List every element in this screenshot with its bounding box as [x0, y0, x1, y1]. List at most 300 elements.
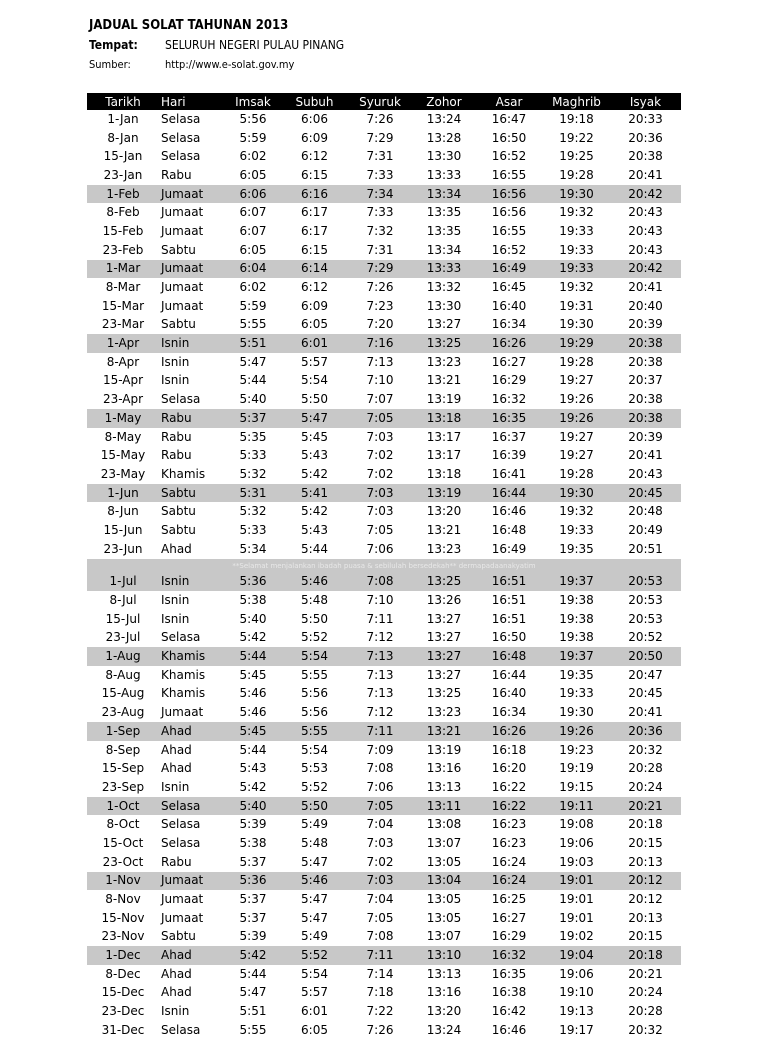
cell-isyak: 20:32: [628, 1022, 663, 1037]
cell-zohor: 13:24: [426, 111, 462, 126]
cell-day: Jumaat: [161, 205, 204, 220]
cell-asar: 16:55: [491, 167, 527, 182]
cell-subuh: 5:45: [301, 429, 328, 444]
cell-day: Khamis: [161, 686, 206, 701]
cell-maghrib: 19:30: [543, 185, 610, 204]
cell-date: 1-Nov: [87, 872, 159, 891]
cell-date: 8-Jul: [109, 593, 137, 608]
cell-syuruk: 7:03: [347, 872, 413, 891]
cell-syuruk: 7:05: [347, 797, 413, 816]
cell-imsak: 5:40: [239, 611, 267, 626]
cell-maghrib: 19:38: [559, 630, 594, 645]
cell-asar: 16:34: [491, 317, 527, 332]
cell-zohor: 13:05: [426, 910, 462, 925]
cell-subuh: 5:54: [301, 966, 328, 981]
cell-day: Khamis: [161, 667, 206, 682]
cell-maghrib: 19:32: [559, 205, 594, 220]
table-row: [87, 815, 681, 834]
cell-imsak: 5:37: [224, 409, 282, 428]
cell-isyak: 20:41: [628, 448, 663, 463]
cell-subuh: 5:52: [282, 946, 347, 965]
cell-isyak: 20:41: [628, 280, 663, 295]
cell-subuh: 5:49: [301, 929, 328, 944]
cell-day: Jumaat: [161, 892, 204, 907]
cell-asar: 16:35: [475, 409, 543, 428]
cell-subuh: 5:52: [301, 779, 328, 794]
notice-row: [87, 559, 681, 573]
cell-day: Rabu: [161, 448, 192, 463]
cell-isyak: 20:39: [628, 317, 663, 332]
cell-isyak: 20:15: [628, 835, 663, 850]
cell-syuruk: 7:22: [366, 1004, 394, 1019]
cell-subuh: 5:53: [301, 761, 328, 776]
cell-date: 8-Oct: [106, 817, 140, 832]
cell-day: Sabtu: [161, 504, 196, 519]
cell-subuh: 5:57: [301, 985, 328, 1000]
cell-imsak: 5:39: [239, 817, 267, 832]
cell-day: Ahad: [161, 966, 192, 981]
notice-text: **Selamat menjalankan ibadah puasa & sebilulah bersedekah** dermapadaanakyatim: [87, 559, 681, 573]
col-header-imsak: Imsak: [224, 93, 282, 110]
cell-syuruk: 7:08: [366, 761, 394, 776]
cell-asar: 16:39: [491, 448, 527, 463]
cell-imsak: 5:32: [239, 504, 267, 519]
cell-asar: 16:44: [491, 667, 527, 682]
cell-day: Sabtu: [161, 929, 196, 944]
cell-subuh: 5:54: [301, 742, 328, 757]
table-row: [87, 610, 681, 629]
cell-day: Selasa: [161, 130, 201, 145]
cell-subuh: 5:48: [301, 835, 328, 850]
cell-day: Jumaat: [159, 260, 224, 279]
cell-zohor: 13:08: [426, 817, 462, 832]
cell-isyak: 20:21: [610, 797, 681, 816]
cell-day: Rabu: [161, 429, 192, 444]
cell-imsak: 5:40: [224, 797, 282, 816]
cell-imsak: 5:46: [239, 705, 267, 720]
cell-subuh: 5:41: [282, 484, 347, 503]
cell-subuh: 5:47: [301, 910, 328, 925]
cell-day: Isnin: [161, 354, 190, 369]
col-header-isyak: Isyak: [610, 93, 681, 110]
cell-asar: 16:22: [475, 797, 543, 816]
cell-isyak: 20:38: [610, 334, 681, 353]
cell-subuh: 5:49: [301, 817, 328, 832]
table-row: [87, 409, 681, 428]
cell-isyak: 20:51: [628, 541, 663, 556]
table-body: [87, 110, 681, 1040]
cell-subuh: 6:05: [301, 317, 328, 332]
cell-zohor: 13:16: [426, 761, 462, 776]
cell-subuh: 6:01: [301, 1004, 328, 1019]
cell-date: 1-Jul: [87, 573, 159, 592]
table-row: [87, 946, 681, 965]
cell-zohor: 13:07: [426, 835, 462, 850]
cell-zohor: 13:05: [426, 892, 462, 907]
cell-date: 15-Sep: [101, 761, 145, 776]
cell-zohor: 13:27: [426, 611, 462, 626]
cell-asar: 16:26: [475, 334, 543, 353]
cell-subuh: 5:46: [282, 573, 347, 592]
cell-day: Isnin: [161, 373, 190, 388]
cell-subuh: 5:48: [301, 593, 328, 608]
prayer-times-table: [87, 93, 681, 1040]
cell-date: 31-Dec: [101, 1022, 145, 1037]
cell-date: 23-Apr: [102, 392, 144, 407]
cell-asar: 16:42: [491, 1004, 527, 1019]
cell-maghrib: 19:26: [543, 722, 610, 741]
cell-imsak: 5:47: [239, 985, 267, 1000]
cell-date: 15-Mar: [101, 298, 145, 313]
cell-imsak: 5:34: [239, 541, 267, 556]
cell-isyak: 20:12: [610, 872, 681, 891]
cell-asar: 16:40: [491, 686, 527, 701]
cell-isyak: 20:53: [628, 593, 663, 608]
cell-imsak: 5:35: [239, 429, 267, 444]
table-row: [87, 428, 681, 447]
cell-zohor: 13:18: [413, 409, 475, 428]
cell-day: Isnin: [159, 573, 224, 592]
cell-asar: 16:48: [475, 647, 543, 666]
cell-isyak: 20:12: [628, 892, 663, 907]
cell-subuh: 5:56: [301, 705, 328, 720]
cell-day: Jumaat: [159, 872, 224, 891]
cell-isyak: 20:18: [610, 946, 681, 965]
cell-syuruk: 7:29: [366, 130, 394, 145]
cell-maghrib: 19:28: [559, 466, 594, 481]
cell-isyak: 20:40: [628, 298, 663, 313]
source-link[interactable]: http://www.e-solat.gov.my: [165, 58, 295, 71]
cell-isyak: 20:41: [628, 167, 663, 182]
cell-maghrib: 19:38: [559, 611, 594, 626]
cell-zohor: 13:25: [413, 334, 475, 353]
cell-asar: 16:18: [491, 742, 527, 757]
cell-zohor: 13:30: [426, 149, 462, 164]
cell-syuruk: 7:13: [366, 354, 394, 369]
cell-date: 8-Jun: [107, 504, 139, 519]
cell-day: Selasa: [161, 835, 201, 850]
table-row: [87, 591, 681, 610]
cell-isyak: 20:18: [628, 817, 663, 832]
cell-zohor: 13:17: [426, 448, 462, 463]
cell-asar: 16:51: [475, 573, 543, 592]
cell-subuh: 5:43: [301, 448, 328, 463]
cell-zohor: 13:28: [426, 130, 462, 145]
cell-maghrib: 19:01: [559, 910, 594, 925]
cell-date: 1-Oct: [87, 797, 159, 816]
cell-asar: 16:46: [491, 504, 527, 519]
cell-day: Ahad: [161, 985, 192, 1000]
cell-zohor: 13:27: [426, 317, 462, 332]
cell-zohor: 13:33: [413, 260, 475, 279]
cell-maghrib: 19:35: [559, 667, 594, 682]
cell-asar: 16:52: [491, 242, 527, 257]
cell-asar: 16:50: [491, 130, 527, 145]
cell-imsak: 6:04: [224, 260, 282, 279]
cell-syuruk: 7:11: [366, 611, 394, 626]
cell-maghrib: 19:17: [559, 1022, 594, 1037]
cell-imsak: 5:43: [239, 761, 267, 776]
cell-subuh: 5:57: [301, 354, 328, 369]
cell-day: Jumaat: [161, 298, 204, 313]
table-row: [87, 834, 681, 853]
cell-isyak: 20:43: [628, 242, 663, 257]
cell-imsak: 5:56: [239, 111, 267, 126]
cell-zohor: 13:25: [426, 686, 462, 701]
cell-subuh: 5:42: [301, 466, 328, 481]
cell-imsak: 6:02: [239, 149, 267, 164]
cell-date: 23-Mar: [101, 317, 145, 332]
cell-subuh: 6:15: [301, 242, 328, 257]
cell-zohor: 13:17: [426, 429, 462, 444]
cell-zohor: 13:24: [426, 1022, 462, 1037]
table-row: [87, 110, 681, 129]
cell-imsak: 5:36: [224, 872, 282, 891]
cell-maghrib: 19:01: [559, 892, 594, 907]
table-row: [87, 147, 681, 166]
cell-subuh: 5:54: [301, 373, 328, 388]
cell-imsak: 5:31: [224, 484, 282, 503]
cell-isyak: 20:49: [628, 522, 663, 537]
cell-isyak: 20:38: [628, 392, 663, 407]
table-row: [87, 965, 681, 984]
col-header-maghrib: Maghrib: [543, 93, 610, 110]
cell-zohor: 13:35: [426, 205, 462, 220]
cell-syuruk: 7:14: [366, 966, 394, 981]
cell-day: Ahad: [161, 541, 192, 556]
cell-syuruk: 7:05: [366, 522, 394, 537]
table-row: [87, 797, 681, 816]
table-row: [87, 890, 681, 909]
cell-zohor: 13:11: [413, 797, 475, 816]
cell-day: Isnin: [161, 1004, 190, 1019]
table-row: [87, 647, 681, 666]
cell-subuh: 6:01: [282, 334, 347, 353]
cell-subuh: 5:54: [282, 647, 347, 666]
cell-syuruk: 7:05: [366, 910, 394, 925]
cell-subuh: 5:42: [301, 504, 328, 519]
cell-asar: 16:32: [475, 946, 543, 965]
cell-syuruk: 7:03: [366, 429, 394, 444]
cell-imsak: 5:55: [239, 317, 267, 332]
cell-date: 1-Mar: [87, 260, 159, 279]
cell-day: Selasa: [159, 797, 224, 816]
cell-maghrib: 19:22: [559, 130, 594, 145]
cell-imsak: 5:59: [239, 298, 267, 313]
cell-maghrib: 19:06: [559, 966, 594, 981]
table-row: [87, 241, 681, 260]
table-row: [87, 502, 681, 521]
table-row: [87, 390, 681, 409]
cell-zohor: 13:34: [426, 242, 462, 257]
cell-syuruk: 7:06: [366, 541, 394, 556]
cell-maghrib: 19:19: [559, 761, 594, 776]
cell-asar: 16:23: [491, 817, 527, 832]
cell-maghrib: 19:01: [543, 872, 610, 891]
cell-syuruk: 7:32: [366, 223, 394, 238]
cell-day: Selasa: [161, 630, 201, 645]
cell-maghrib: 19:18: [559, 111, 594, 126]
table-row: [87, 129, 681, 148]
cell-date: 1-Jan: [107, 111, 139, 126]
cell-syuruk: 7:10: [366, 593, 394, 608]
cell-syuruk: 7:08: [366, 929, 394, 944]
table-row: [87, 465, 681, 484]
cell-zohor: 13:23: [426, 354, 462, 369]
cell-date: 23-Feb: [102, 242, 144, 257]
cell-isyak: 20:32: [628, 742, 663, 757]
cell-zohor: 13:25: [413, 573, 475, 592]
cell-asar: 16:51: [491, 593, 527, 608]
cell-asar: 16:38: [491, 985, 527, 1000]
cell-date: 1-Aug: [87, 647, 159, 666]
cell-imsak: 5:59: [239, 130, 267, 145]
cell-day: Isnin: [161, 611, 190, 626]
table-row: [87, 741, 681, 760]
cell-date: 15-Jun: [103, 522, 143, 537]
cell-subuh: 5:56: [301, 686, 328, 701]
cell-zohor: 13:18: [426, 466, 462, 481]
cell-subuh: 6:14: [282, 260, 347, 279]
cell-maghrib: 19:38: [559, 593, 594, 608]
cell-isyak: 20:45: [628, 686, 663, 701]
cell-maghrib: 19:27: [559, 448, 594, 463]
cell-imsak: 5:39: [239, 929, 267, 944]
cell-imsak: 5:32: [239, 466, 267, 481]
cell-syuruk: 7:02: [366, 854, 394, 869]
cell-imsak: 5:47: [239, 354, 267, 369]
cell-date: 1-Feb: [87, 185, 159, 204]
cell-zohor: 13:21: [426, 373, 462, 388]
table-row: [87, 573, 681, 592]
cell-asar: 16:34: [491, 705, 527, 720]
table-row: [87, 759, 681, 778]
cell-date: 15-Feb: [102, 223, 144, 238]
cell-syuruk: 7:13: [366, 667, 394, 682]
cell-maghrib: 19:30: [559, 705, 594, 720]
cell-maghrib: 19:30: [559, 317, 594, 332]
cell-syuruk: 7:02: [366, 466, 394, 481]
cell-syuruk: 7:26: [366, 111, 394, 126]
cell-syuruk: 7:11: [347, 946, 413, 965]
header-row: [87, 93, 681, 110]
cell-asar: 16:29: [491, 929, 527, 944]
location-value: SELURUH NEGERI PULAU PINANG: [165, 38, 345, 52]
table-row: [87, 853, 681, 872]
cell-zohor: 13:07: [426, 929, 462, 944]
table-row: [87, 353, 681, 372]
cell-maghrib: 19:27: [559, 373, 594, 388]
cell-zohor: 13:20: [426, 504, 462, 519]
cell-maghrib: 19:26: [559, 392, 594, 407]
cell-isyak: 20:48: [628, 504, 663, 519]
cell-syuruk: 7:07: [366, 392, 394, 407]
table-row: [87, 1002, 681, 1021]
cell-asar: 16:56: [491, 205, 527, 220]
cell-day: Ahad: [161, 742, 192, 757]
table-row: [87, 685, 681, 704]
cell-imsak: 5:33: [239, 448, 267, 463]
cell-date: 15-Apr: [102, 373, 144, 388]
cell-isyak: 20:36: [628, 130, 663, 145]
cell-zohor: 13:21: [426, 522, 462, 537]
cell-asar: 16:27: [491, 910, 527, 925]
cell-date: 15-May: [100, 448, 146, 463]
cell-maghrib: 19:35: [559, 541, 594, 556]
cell-zohor: 13:27: [426, 667, 462, 682]
cell-maghrib: 19:10: [559, 985, 594, 1000]
cell-maghrib: 19:32: [559, 280, 594, 295]
cell-imsak: 5:44: [239, 742, 267, 757]
cell-asar: 16:32: [491, 392, 527, 407]
source-label: Sumber:: [89, 58, 131, 71]
cell-syuruk: 7:11: [347, 722, 413, 741]
cell-maghrib: 19:02: [559, 929, 594, 944]
cell-zohor: 13:19: [413, 484, 475, 503]
cell-day: Jumaat: [161, 705, 204, 720]
table-row: [87, 372, 681, 391]
cell-date: 23-May: [100, 466, 146, 481]
cell-syuruk: 7:12: [366, 630, 394, 645]
cell-subuh: 5:47: [301, 854, 328, 869]
cell-syuruk: 7:26: [366, 1022, 394, 1037]
cell-subuh: 6:17: [301, 205, 328, 220]
cell-date: 15-Jul: [105, 611, 141, 626]
cell-asar: 16:48: [491, 522, 527, 537]
cell-imsak: 5:51: [224, 334, 282, 353]
cell-asar: 16:45: [491, 280, 527, 295]
cell-maghrib: 19:04: [543, 946, 610, 965]
cell-imsak: 5:51: [239, 1004, 267, 1019]
cell-asar: 16:47: [491, 111, 527, 126]
cell-date: 1-Apr: [87, 334, 159, 353]
source-line: [89, 58, 294, 71]
cell-syuruk: 7:29: [347, 260, 413, 279]
cell-day: Jumaat: [161, 280, 204, 295]
cell-day: Rabu: [161, 854, 192, 869]
cell-asar: 16:40: [491, 298, 527, 313]
cell-isyak: 20:39: [628, 429, 663, 444]
table-row: [87, 629, 681, 648]
cell-imsak: 5:45: [239, 667, 267, 682]
cell-maghrib: 19:03: [559, 854, 594, 869]
cell-date: 15-Nov: [101, 910, 145, 925]
table-row: [87, 778, 681, 797]
cell-syuruk: 7:03: [366, 835, 394, 850]
cell-isyak: 20:43: [628, 223, 663, 238]
cell-asar: 16:49: [475, 260, 543, 279]
cell-date: 8-Dec: [105, 966, 141, 981]
cell-zohor: 13:23: [426, 541, 462, 556]
cell-imsak: 6:06: [224, 185, 282, 204]
cell-zohor: 13:13: [426, 966, 462, 981]
cell-syuruk: 7:04: [366, 817, 394, 832]
cell-subuh: 5:44: [301, 541, 328, 556]
cell-isyak: 20:50: [610, 647, 681, 666]
table-row: [87, 260, 681, 279]
cell-asar: 16:37: [491, 429, 527, 444]
cell-isyak: 20:24: [628, 985, 663, 1000]
cell-imsak: 5:36: [224, 573, 282, 592]
cell-subuh: 5:43: [301, 522, 328, 537]
cell-syuruk: 7:31: [366, 149, 394, 164]
cell-day: Jumaat: [161, 910, 204, 925]
cell-imsak: 6:05: [239, 242, 267, 257]
cell-maghrib: 19:13: [559, 1004, 594, 1019]
table-row: [87, 984, 681, 1003]
table-row: [87, 722, 681, 741]
cell-date: 1-Sep: [87, 722, 159, 741]
